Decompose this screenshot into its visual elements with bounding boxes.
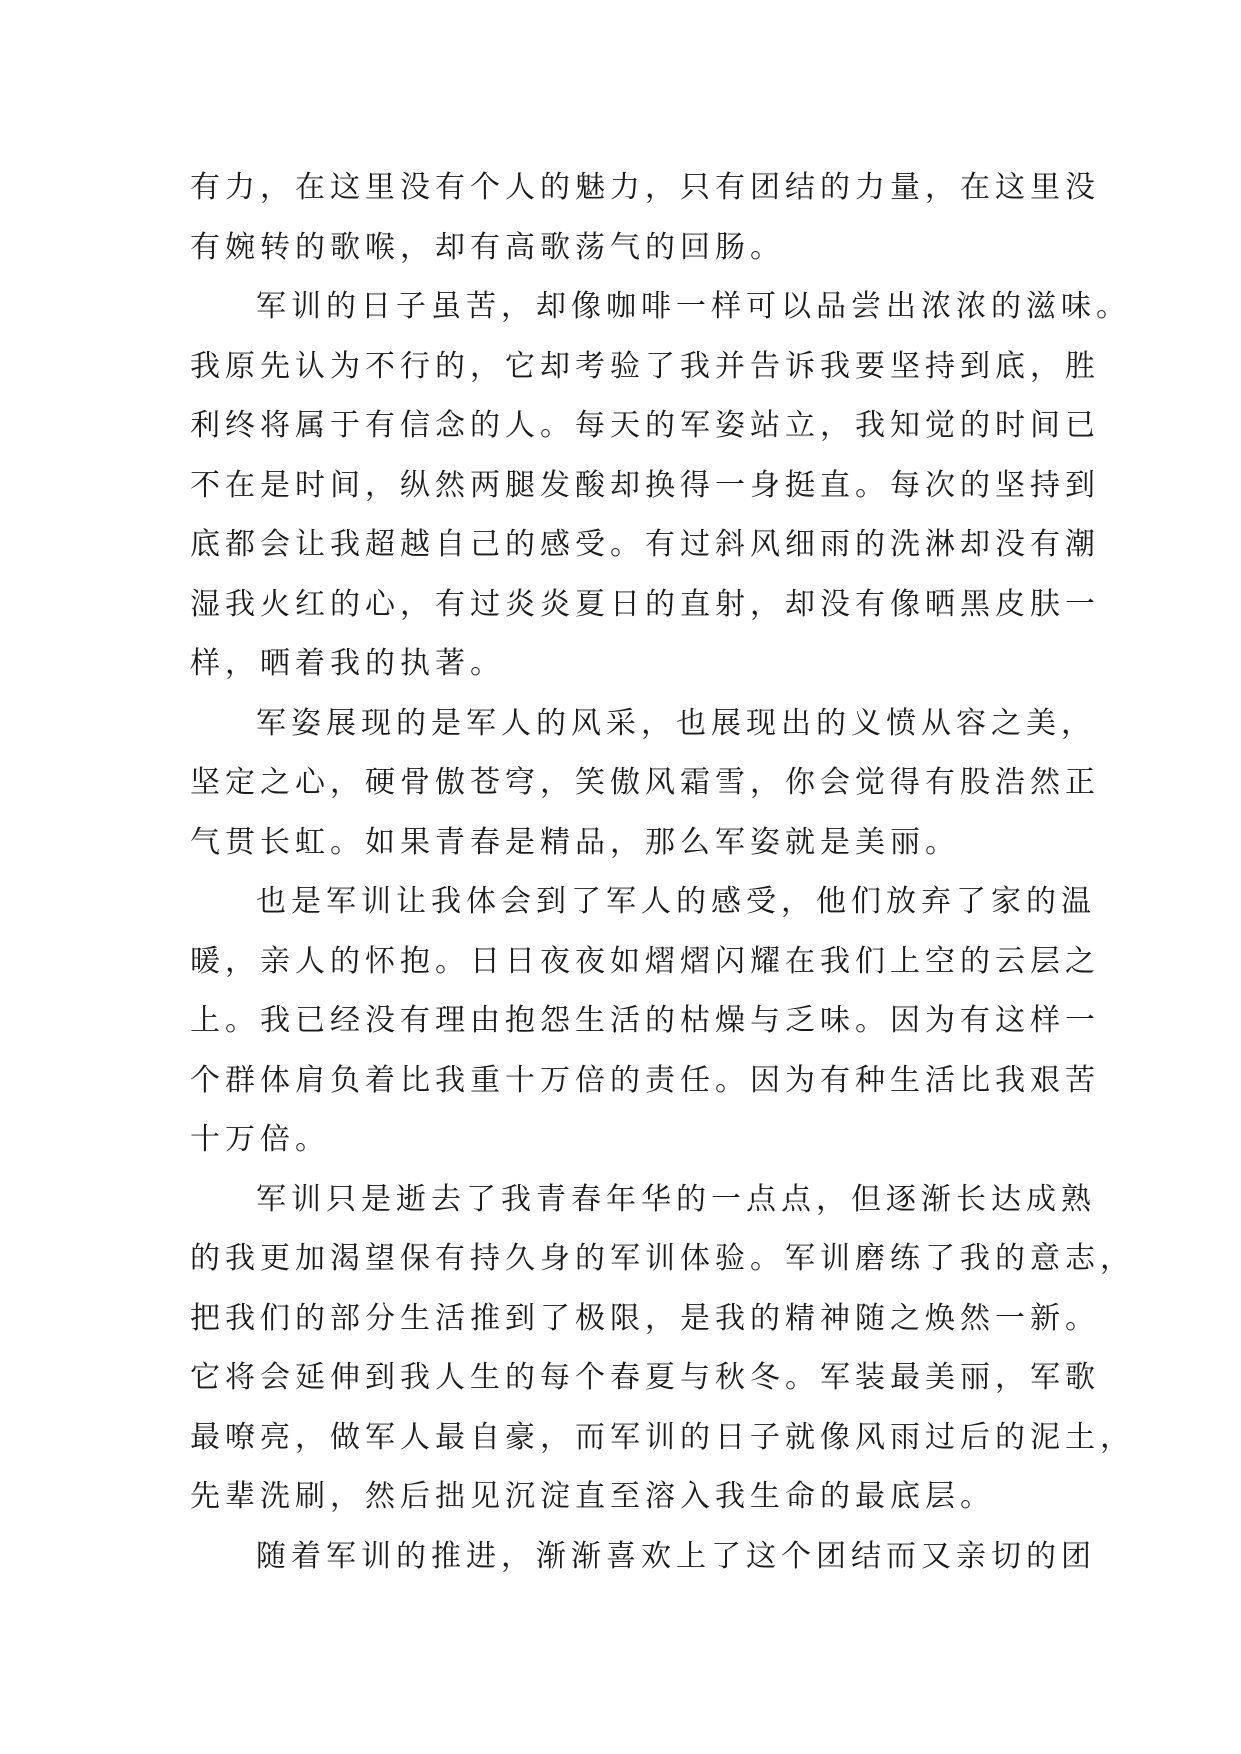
text-line: 我原先认为不行的，它却考验了我并告诉我要坚持到底，胜 xyxy=(190,348,1100,384)
text-line: 暖，亲人的怀抱。日日夜夜如熠熠闪耀在我们上空的云层之 xyxy=(190,943,1100,979)
text-line: 坚定之心，硬骨傲苍穹，笑傲风霜雪，你会觉得有股浩然正 xyxy=(190,765,1100,800)
text-line: 随着军训的推进，渐渐喜欢上了这个团结而又亲切的团 xyxy=(256,1538,1096,1574)
text-line: 湿我火红的心，有过炎炎夏日的直射，却没有像晒黑皮肤一 xyxy=(190,586,1100,622)
text-line: 军训的日子虽苦，却像咖啡一样可以品尝出浓浓的滋味。 xyxy=(256,289,1131,324)
text-line: 的我更加渴望保有持久身的军训体验。军训磨练了我的意志， xyxy=(190,1241,1135,1276)
text-line: 底都会让我超越自己的感受。有过斜风细雨的洗淋却没有潮 xyxy=(190,527,1100,562)
text-line: 先辈洗刷，然后拙见沉淀直至溶入我生命的最底层。 xyxy=(190,1479,995,1514)
text-line: 气贯长虹。如果青春是精品，那么军姿就是美丽。 xyxy=(190,824,960,860)
text-line: 也是军训让我体会到了军人的感受，他们放弃了家的温 xyxy=(256,884,1096,919)
text-line: 上。我已经没有理由抱怨生活的枯燥与乏味。因为有这样一 xyxy=(190,1003,1100,1038)
text-line: 有婉转的歌喉，却有高歌荡气的回肠。 xyxy=(190,229,785,265)
body-text xyxy=(190,158,1135,1586)
text-line: 利终将属于有信念的人。每天的军姿站立，我知觉的时间已 xyxy=(190,408,1100,443)
text-line: 最嘹亮，做军人最自豪，而军训的日子就像风雨过后的泥土， xyxy=(190,1419,1135,1455)
text-line: 样，晒着我的执著。 xyxy=(190,646,505,681)
text-line: 把我们的部分生活推到了极限，是我的精神随之焕然一新。 xyxy=(190,1300,1100,1336)
text-line: 个群体肩负着比我重十万倍的责任。因为有种生活比我艰苦 xyxy=(190,1062,1100,1098)
text-line: 军训只是逝去了我青春年华的一点点，但逐渐长达成熟 xyxy=(256,1181,1096,1217)
text-line: 有力，在这里没有个人的魅力，只有团结的力量，在这里没 xyxy=(190,170,1100,205)
text-line: 不在是时间，纵然两腿发酸却换得一身挺直。每次的坚持到 xyxy=(190,467,1100,503)
text-line: 它将会延伸到我人生的每个春夏与秋冬。军装最美丽，军歌 xyxy=(190,1360,1100,1395)
text-line: 军姿展现的是军人的风采，也展现出的义愤从容之美， xyxy=(256,705,1096,741)
text-line: 十万倍。 xyxy=(190,1122,330,1157)
